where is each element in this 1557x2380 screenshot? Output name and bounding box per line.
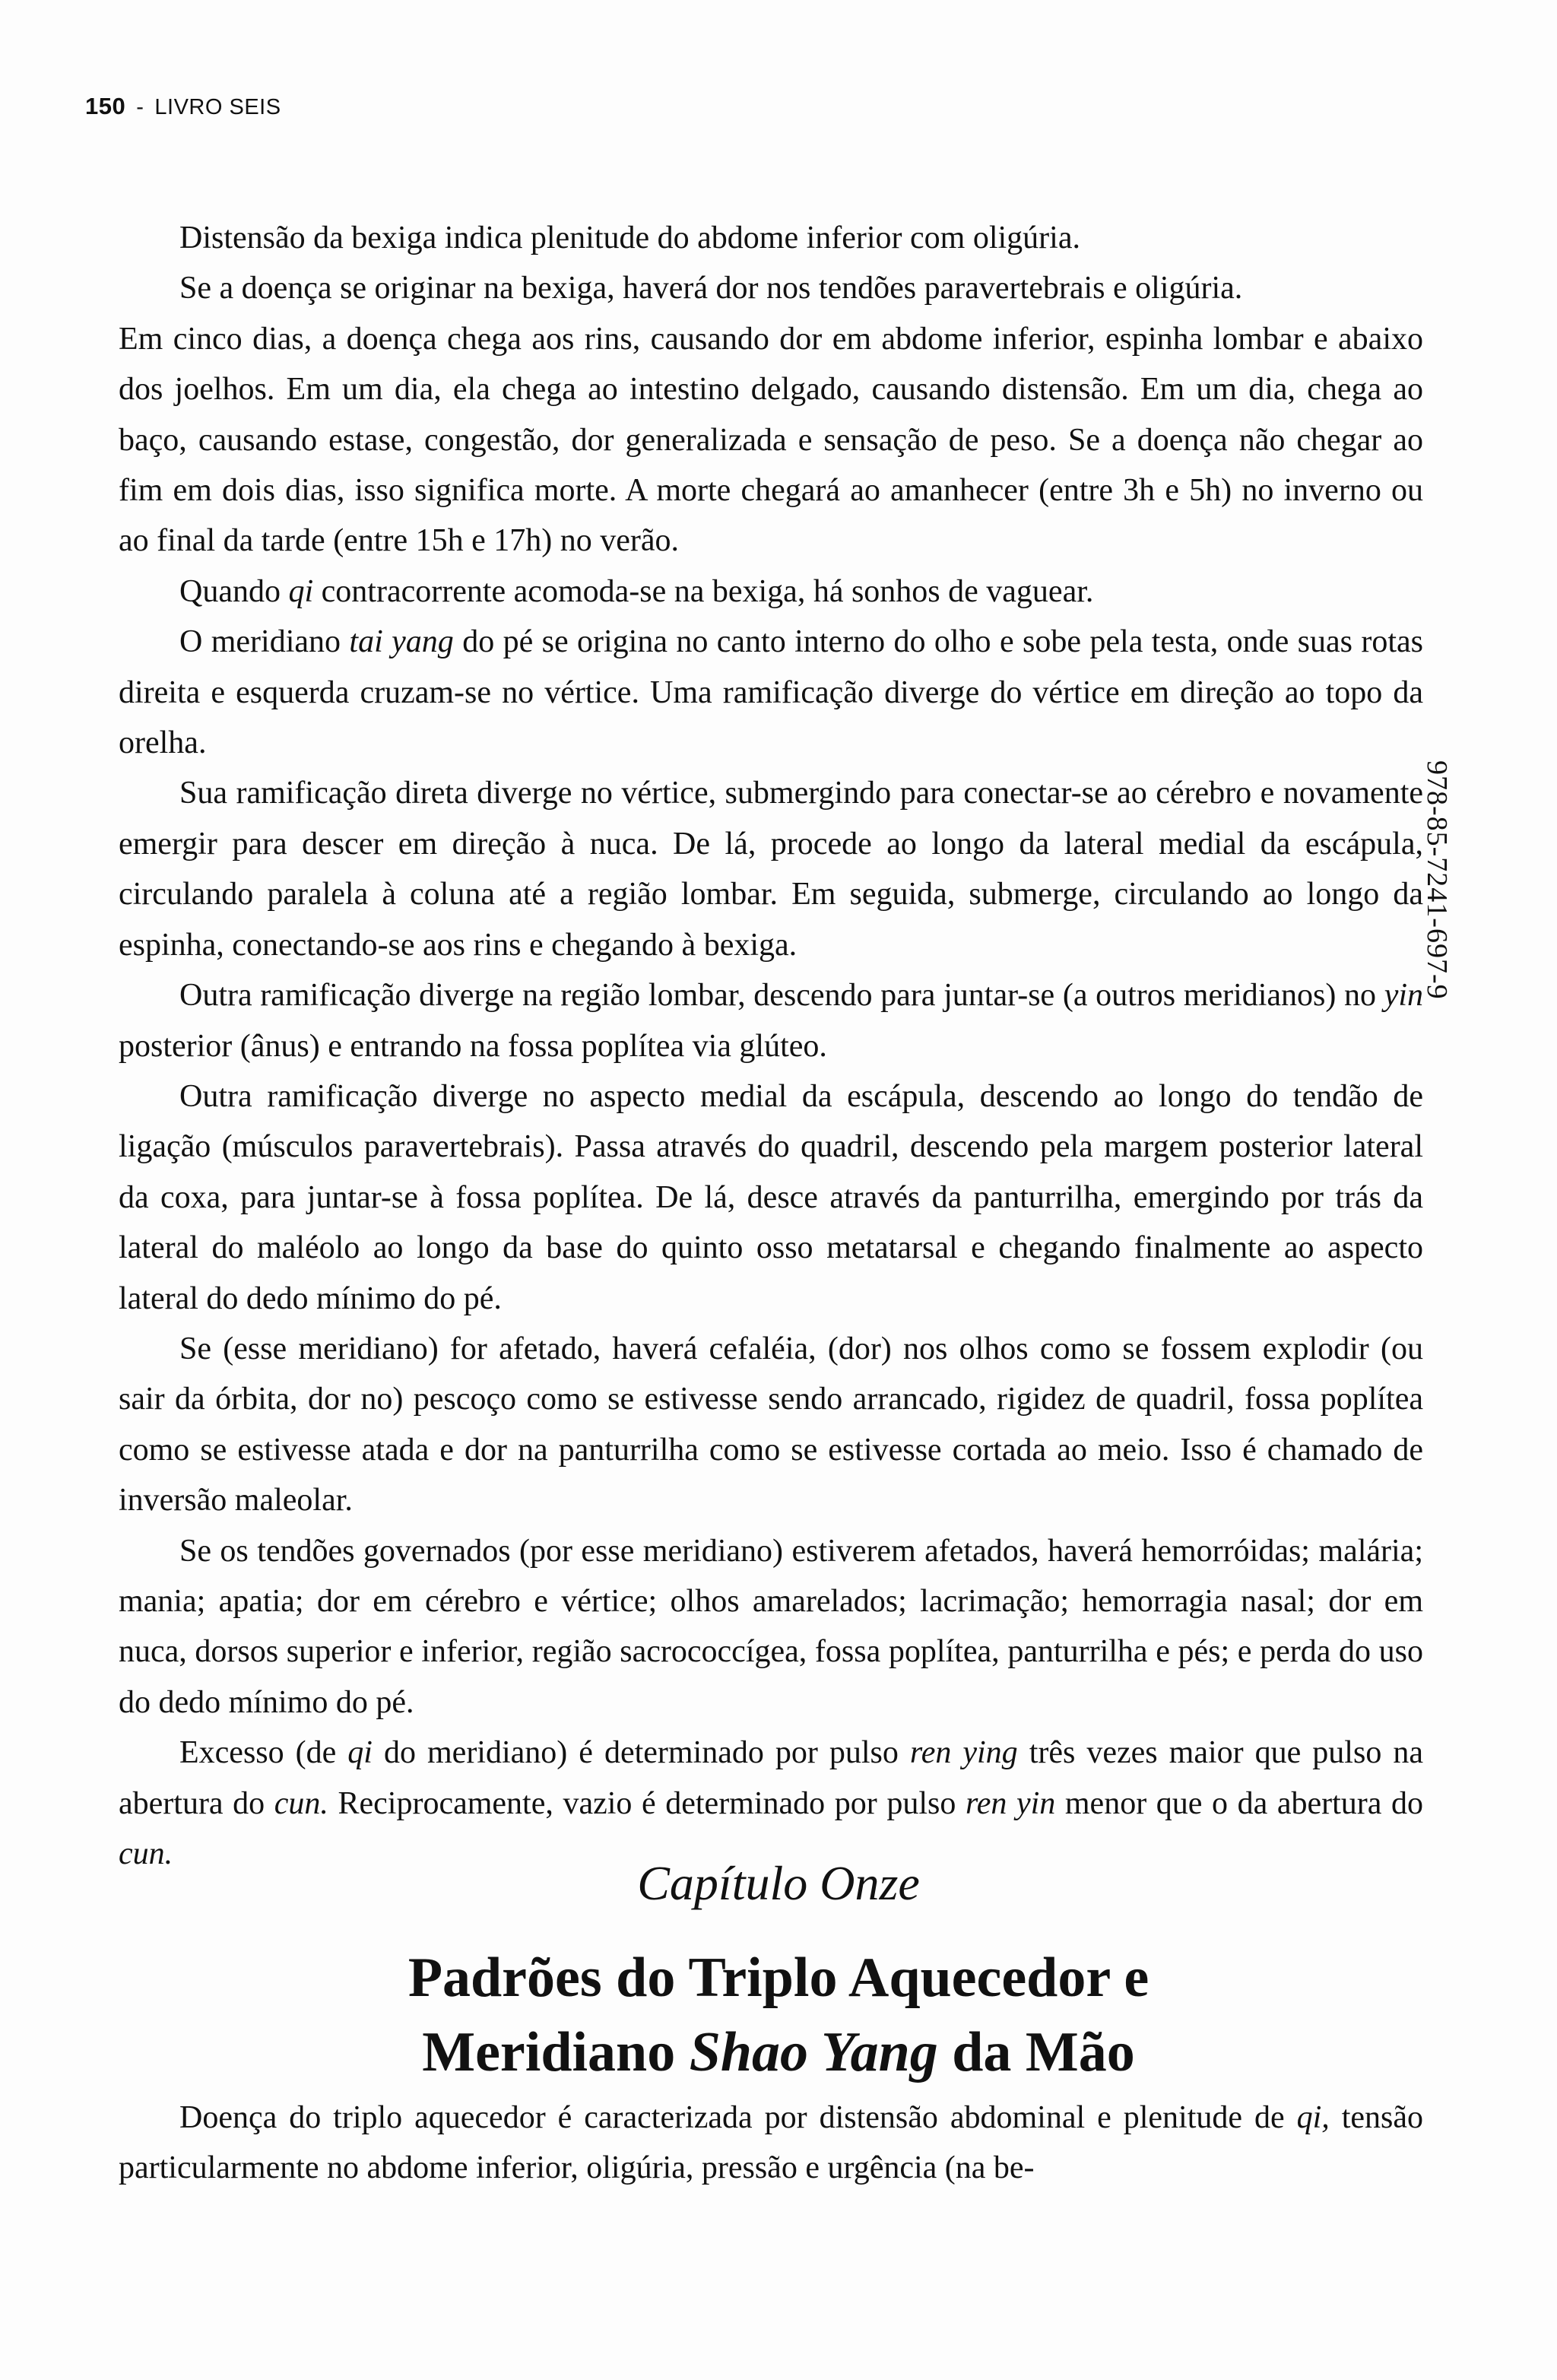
header-separator: -	[136, 95, 144, 119]
paragraph: Excesso (de qi do meridiano) é determinado por pulso ren ying três vezes maior que pulso na abertura do cun. Reciprocamente, vazio é determinado por pulso ren yin menor que o da abertura do cun.	[119, 1735, 1423, 1871]
chapter-intro	[119, 2093, 1423, 2194]
paragraph: Doença do triplo aquecedor é caracterizada por distensão abdominal e plenitude de qi, tensão particularmente no abdome inferior, oligúria, pressão e urgência (na be-	[119, 2100, 1424, 2186]
running-header	[85, 93, 281, 120]
paragraph: Quando qi contracorrente acomoda-se na bexiga, há sonhos de vaguear.	[179, 573, 1094, 609]
body-text	[119, 213, 1423, 1879]
chapter-title-line: Meridiano Shao Yang da Mão	[422, 2021, 1135, 2083]
paragraph: Outra ramificação diverge na região lombar, descendo para juntar-se (a outros meridianos) no yin posterior (ânus) e entrando na fossa poplítea via glúteo.	[119, 978, 1423, 1064]
book-section: LIVRO SEIS	[154, 95, 281, 119]
paragraph: Sua ramificação direta diverge no vértice, submergindo para conectar-se ao cérebro e novamente emergir para descer em direção à nuca. De lá, procede ao longo da lateral medial da escápula, circulando paralela à coluna até a região lombar. Em seguida, submerge, circulando ao longo da espinha, conectando-se aos rins e chegando à bexiga.	[119, 776, 1423, 963]
chapter-title-line: Padrões do Triplo Aquecedor e	[407, 1947, 1150, 2009]
paragraph: Outra ramificação diverge no aspecto medial da escápula, descendo ao longo do tendão de ligação (músculos paravertebrais). Passa através do quadril, descendo pela margem posterior lateral da coxa, para juntar-se à fossa poplítea. De lá, desce através da panturrilha, emergindo por trás da lateral do maléolo ao longo da base do quinto osso metatarsal e chegando finalmente ao aspecto lateral do dedo mínimo do pé.	[119, 1078, 1423, 1316]
chapter-title	[0, 1940, 1557, 2090]
chapter-label: Capítulo Onze	[637, 1856, 920, 1910]
paragraph: Se (esse meridiano) for afetado, haverá cefaléia, (dor) nos olhos como se fossem explodir (ou sair da órbita, dor no) pescoço como se estivesse sendo arrancado, rigidez de quadril, fossa poplítea como se estivesse atada e dor na panturrilha como se estivesse cortada ao meio. Isso é chamado de inversão maleolar.	[119, 1331, 1423, 1518]
paragraph: Se os tendões governados (por esse meridiano) estiverem afetados, haverá hemorróidas; malária; mania; apatia; dor em cérebro e vértice; olhos amarelados; lacrimação; hemorragia nasal; dor em nuca, dorsos superior e inferior, região sacrococcígea, fossa poplítea, panturrilha e pés; e perda do uso do dedo mínimo do pé.	[119, 1533, 1423, 1720]
paragraph: Em cinco dias, a doença chega aos rins, causando dor em abdome inferior, espinha lombar e abaixo dos joelhos. Em um dia, ela chega ao intestino delgado, causando distensão. Em um dia, chega ao baço, causando estase, congestão, dor generalizada e sensação de peso. Se a doença não chegar ao fim em dois dias, isso significa morte. A morte chegará ao amanhecer (entre 3h e 5h) no inverno ou ao final da tarde (entre 15h e 17h) no verão.	[119, 321, 1423, 559]
paragraph: O meridiano tai yang do pé se origina no canto interno do olho e sobe pela testa, onde suas rotas direita e esquerda cruzam-se no vértice. Uma ramificação diverge do vértice em direção ao topo da orelha.	[119, 624, 1424, 761]
paragraph: Distensão da bexiga indica plenitude do abdome inferior com oligúria.	[179, 221, 1080, 255]
isbn-margin-text: 978-85-7241-697-9	[1421, 760, 1453, 1000]
page-number: 150	[85, 93, 126, 119]
paragraph: Se a doença se originar na bexiga, haverá dor nos tendões paravertebrais e oligúria.	[179, 271, 1243, 306]
